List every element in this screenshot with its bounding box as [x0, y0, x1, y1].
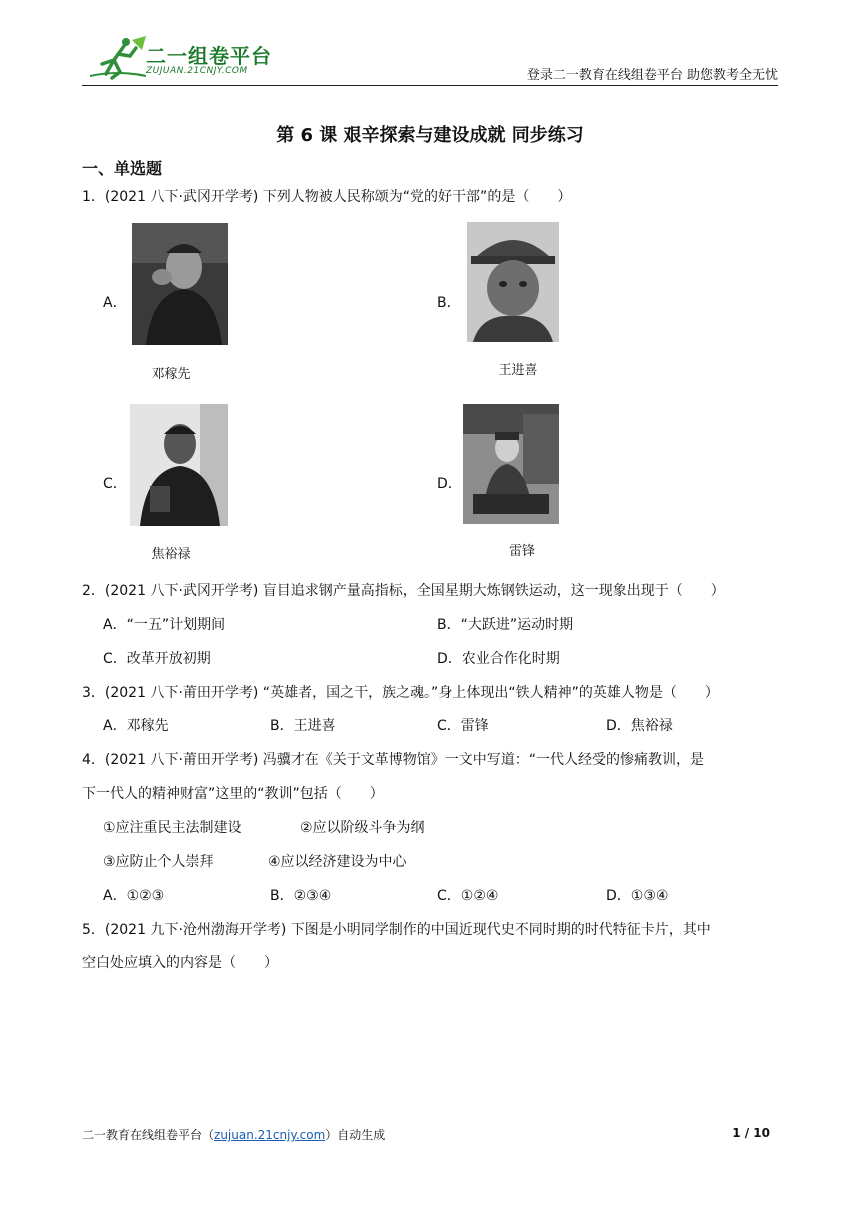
logo-subtext: ZUJUAN.21CNJY.COM — [146, 66, 248, 76]
q4-option-d: D．①③④ — [606, 888, 669, 904]
q1-option-a-label: A． — [103, 295, 127, 311]
question-2-text: 2．(2021 八下·武冈开学考) 盲目追求钢产量高指标，全国星期大炼钢铁运动，这一现象出现于（ ） — [82, 583, 725, 599]
q4-option-a: A．①②③ — [103, 888, 165, 904]
page-number: 1 / 10 — [732, 1126, 770, 1140]
q3-option-b: B．王进喜 — [270, 718, 336, 734]
q3-option-c: C．雷锋 — [437, 718, 489, 734]
q4-item-1: ①应注重民主法制建设 — [103, 820, 242, 836]
q1-option-d-photo — [463, 404, 559, 524]
question-5-text-line2: 空白处应填入的内容是（ ） — [82, 955, 278, 971]
q1-option-a-caption: 邓稼先 — [151, 367, 191, 382]
q4-item-4: ④应以经济建设为中心 — [268, 854, 407, 870]
q4-option-b: B．②③④ — [270, 888, 332, 904]
q2-option-c: C．改革开放初期 — [103, 651, 211, 667]
q3-option-a: A．邓稼先 — [103, 718, 169, 734]
q1-option-d-label: D． — [437, 476, 462, 492]
q4-item-3: ③应防止个人崇拜 — [103, 854, 214, 870]
q2-option-b: B．“大跃进”运动时期 — [437, 617, 574, 633]
question-1-text: 1．(2021 八下·武冈开学考) 下列人物被人民称颂为“党的好干部”的是（ ） — [82, 189, 572, 205]
question-3-text: 3．(2021 八下·莆田开学考) “英雄者，国之干，族之魂。”身上体现出“铁人精神”的英雄人物是（ ） — [82, 685, 719, 701]
footer-link[interactable]: zujuan.21cnjy.com — [214, 1128, 326, 1142]
footer-suffix: ）自动生成 — [325, 1128, 386, 1142]
q4-item-2: ②应以阶级斗争为纲 — [300, 820, 425, 836]
q1-option-c-caption: 焦裕禄 — [151, 547, 191, 562]
q1-option-c-label: C． — [103, 476, 127, 492]
logo-text: 二一组卷平台 — [146, 44, 272, 68]
q2-option-d: D．农业合作化时期 — [437, 651, 560, 667]
q1-option-b-caption: 王进喜 — [498, 363, 538, 378]
page-title: 第 6 课 艰辛探索与建设成就 同步练习 — [276, 125, 584, 146]
section-heading: 一、单选题 — [82, 159, 163, 178]
q1-option-a-photo — [132, 223, 228, 345]
q3-option-d: D．焦裕禄 — [606, 718, 673, 734]
question-5-text-line1: 5．(2021 九下·沧州渤海开学考) 下图是小明同学制作的中国近现代史不同时期的时代特征卡片，其中 — [82, 922, 711, 938]
header-divider — [82, 85, 778, 86]
footer-source — [82, 1126, 385, 1143]
q2-option-a: A．“一五”计划期间 — [103, 617, 226, 633]
question-4-text-line1: 4．(2021 八下·莆田开学考) 冯骥才在《关于文革博物馆》一文中写道：“一代人经受的惨痛教训，是 — [82, 752, 705, 768]
question-4-text-line2: 下一代人的精神财富”这里的“教训”包括（ ） — [82, 786, 384, 802]
q1-option-c-photo — [130, 404, 228, 526]
q1-option-b-photo — [467, 222, 559, 342]
q1-option-b-label: B． — [437, 295, 461, 311]
header-slogan: 登录二一教育在线组卷平台 助您教考全无忧 — [526, 68, 778, 83]
footer-prefix: 二一教育在线组卷平台（ — [82, 1128, 215, 1142]
runner-logo-icon — [90, 36, 146, 78]
q1-option-d-caption: 雷锋 — [508, 544, 535, 559]
q4-option-c: C．①②④ — [437, 888, 499, 904]
